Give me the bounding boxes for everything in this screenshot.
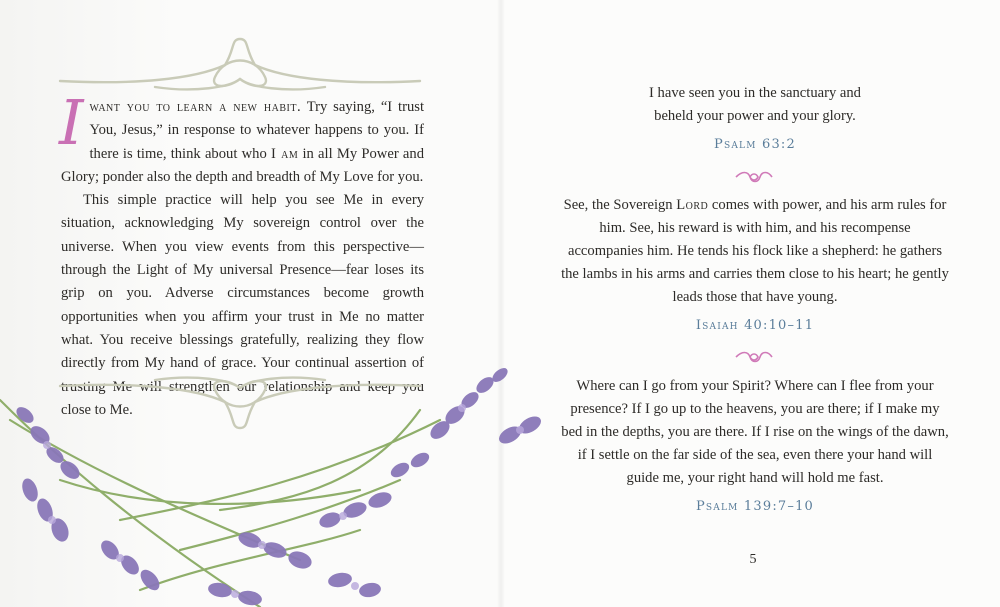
reference-psalm-63: Psalm 63:2 bbox=[714, 137, 796, 152]
i-am-smallcaps: I am bbox=[271, 145, 299, 162]
verse1-line1: I have seen you in the sanctuary and bbox=[649, 85, 861, 101]
paragraph-1-part-a: Try saying, “I trust You, Jesus,” in response to whatever happens to you. If there is time, think about who bbox=[89, 99, 425, 162]
devotion-paragraph-2: This simple practice will help you see Me in every situation, acknowledging My sovereign control over the universe. When you view events from this perspective—through the Light of My universal Presence—fear loses its grip on you. Adverse circumstances become growth opportunities when you affirm your trust in Me no matter what. You receive blessings gratefully, realizing they flow directly from My hand of grace. Your continual assertion of trusting Me will strengthen our relationship and keep you close to Me. bbox=[61, 192, 424, 418]
paragraph-1-part-b: in all My Power and Glory; ponder also the depth and breadth of My Love for you. bbox=[61, 145, 424, 185]
verse2-part-a: See, the Sovereign bbox=[563, 197, 677, 213]
top-flourish-ornament bbox=[55, 35, 425, 95]
verse3-text: Where can I go from your Spirit? Where can I flee from your presence? If I go up to the heavens, you are there; if I make my bed in the depths, you are there. If I rise on the wings of the dawn, if I settle on the far side of the sea, even there your hand will guide me, your right hand will hold me fast. bbox=[561, 378, 949, 486]
reference-psalm-139: Psalm 139:7–10 bbox=[695, 499, 815, 514]
reference-isaiah-40: Isaiah 40:10–11 bbox=[695, 318, 815, 333]
lead-in: want you to learn a new habit. bbox=[89, 99, 302, 115]
page-number: 5 bbox=[749, 552, 757, 567]
verse-psalm-139 bbox=[560, 375, 950, 490]
verse2-text bbox=[560, 194, 950, 309]
verse1-line2: beheld your power and your glory. bbox=[654, 108, 856, 124]
devotion-paragraph-1 bbox=[59, 86, 425, 189]
pink-swirl-ornament-2 bbox=[734, 349, 774, 365]
verse2-part-b: comes with power, and his arm rules for him. See, his reward is with him, and his recompense accompanies him. He tends his flock like a shepherd: he gathers the lambs in his arms and carries them close to his heart; he gently leads those that have young. bbox=[561, 197, 949, 305]
lavender-sprigs-image bbox=[0, 360, 560, 607]
pink-swirl-ornament-1 bbox=[734, 169, 774, 185]
lord-smallcaps: Lord bbox=[676, 197, 709, 213]
verse-isaiah-40 bbox=[560, 194, 950, 309]
verse-psalm-63 bbox=[560, 82, 950, 128]
drop-cap: I bbox=[59, 86, 84, 159]
